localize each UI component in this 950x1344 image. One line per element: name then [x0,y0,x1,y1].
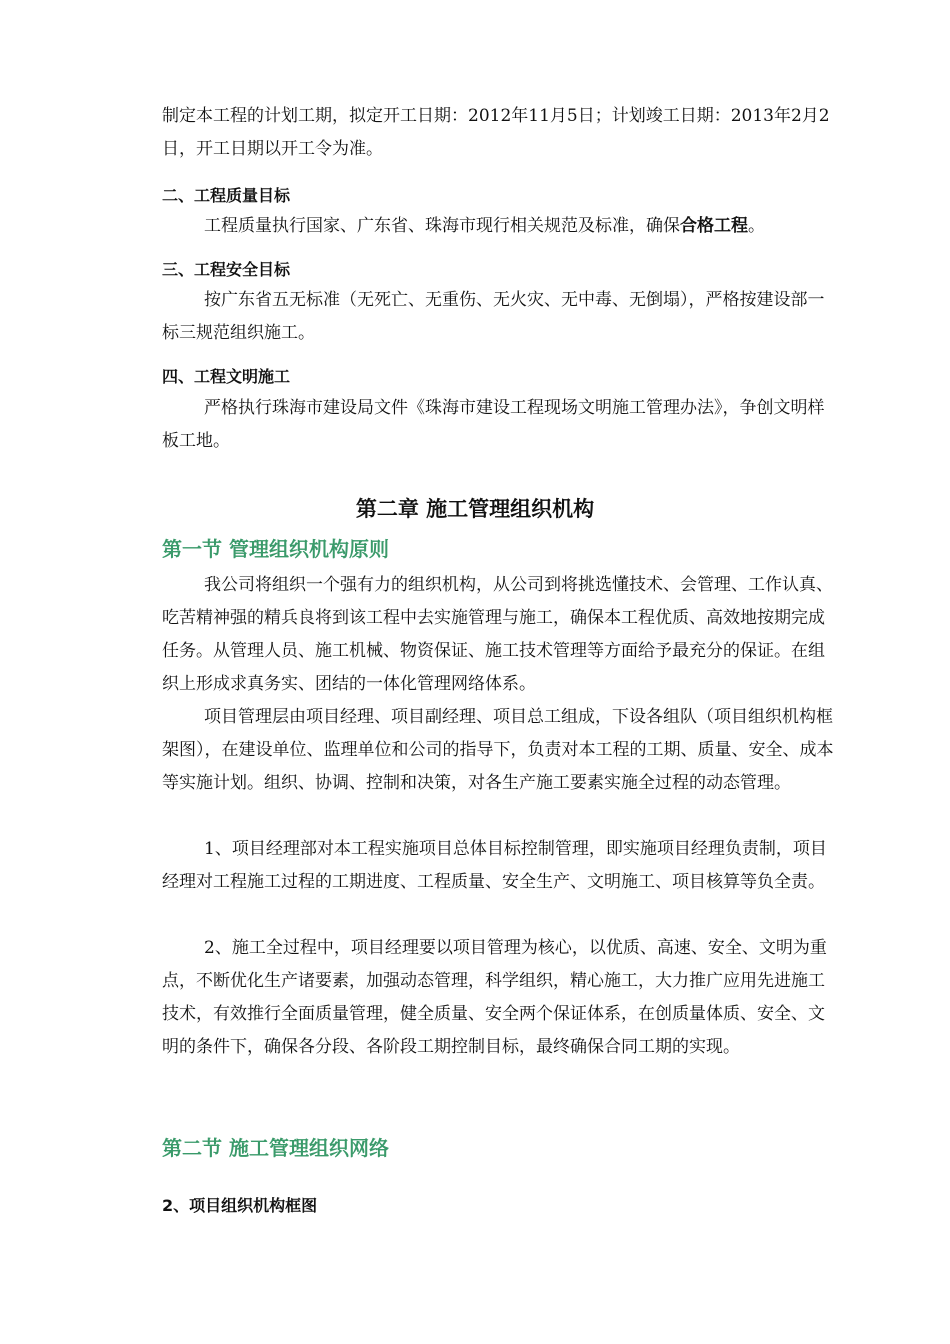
section2-title: 第二节 施工管理组织网络 [162,1136,389,1160]
section1-para3: 1、项目经理部对本工程实施项目总体目标控制管理，即实施项目经理负责制，项目经理对工程施工过程的工期进度、工程质量、安全生产、文明施工、项目核算等负全责。 [162,839,827,892]
safety-paragraph: 按广东省五无标准（无死亡、无重伤、无火灾、无中毒、无倒塌），严格按建设部一标三规范组织施工。 [162,290,825,343]
org-chart-heading: 2、项目组织机构框图 [162,1196,318,1215]
section1-para4: 2、施工全过程中，项目经理要以项目管理为核心，以优质、高速、安全、文明为重点，不断优化生产诸要素，加强动态管理，科学组织，精心施工，大力推广应用先进施工技术，有效推行全面质量管理，健全质量、安全两个保证体系，在创质量体质、安全、文明的条件下，确保各分段、各阶段工期控制目标，最终确保合同工期的实现。 [162,938,827,1057]
section1-title: 第一节 管理组织机构原则 [162,537,389,561]
quality-paragraph [162,210,834,243]
quality-emphasis: 合格工程 [680,216,748,236]
intro-paragraph: 制定本工程的计划工期，拟定开工日期：2012年11月5日；计划竣工日期：2013年2月2日，开工日期以开工令为准。 [162,106,830,159]
section1-para2: 项目管理层由项目经理、项目副经理、项目总工组成，下设各组队（项目组织机构框架图），在建设单位、监理单位和公司的指导下，负责对本工程的工期、质量、安全、成本等实施计划。组织、协调、控制和决策，对各生产施工要素实施全过程的动态管理。 [162,707,834,793]
quality-text-end: 。 [748,216,765,236]
civil-heading: 四、工程文明施工 [162,367,291,386]
civil-paragraph: 严格执行珠海市建设局文件《珠海市建设工程现场文明施工管理办法》，争创文明样板工地。 [162,398,825,451]
chapter-title: 第二章 施工管理组织机构 [355,497,595,521]
section1-para1: 我公司将组织一个强有力的组织机构，从公司到将挑选懂技术、会管理、工作认真、吃苦精神强的精兵良将到该工程中去实施管理与施工，确保本工程优质、高效地按期完成任务。从管理人员、施工机械、物资保证、施工技术管理等方面给予最充分的保证。在组织上形成求真务实、团结的一体化管理网络体系。 [162,575,833,694]
quality-text: 工程质量执行国家、广东省、珠海市现行相关规范及标准，确保 [204,216,680,236]
quality-heading: 二、工程质量目标 [162,186,291,205]
safety-heading: 三、工程安全目标 [162,260,291,279]
